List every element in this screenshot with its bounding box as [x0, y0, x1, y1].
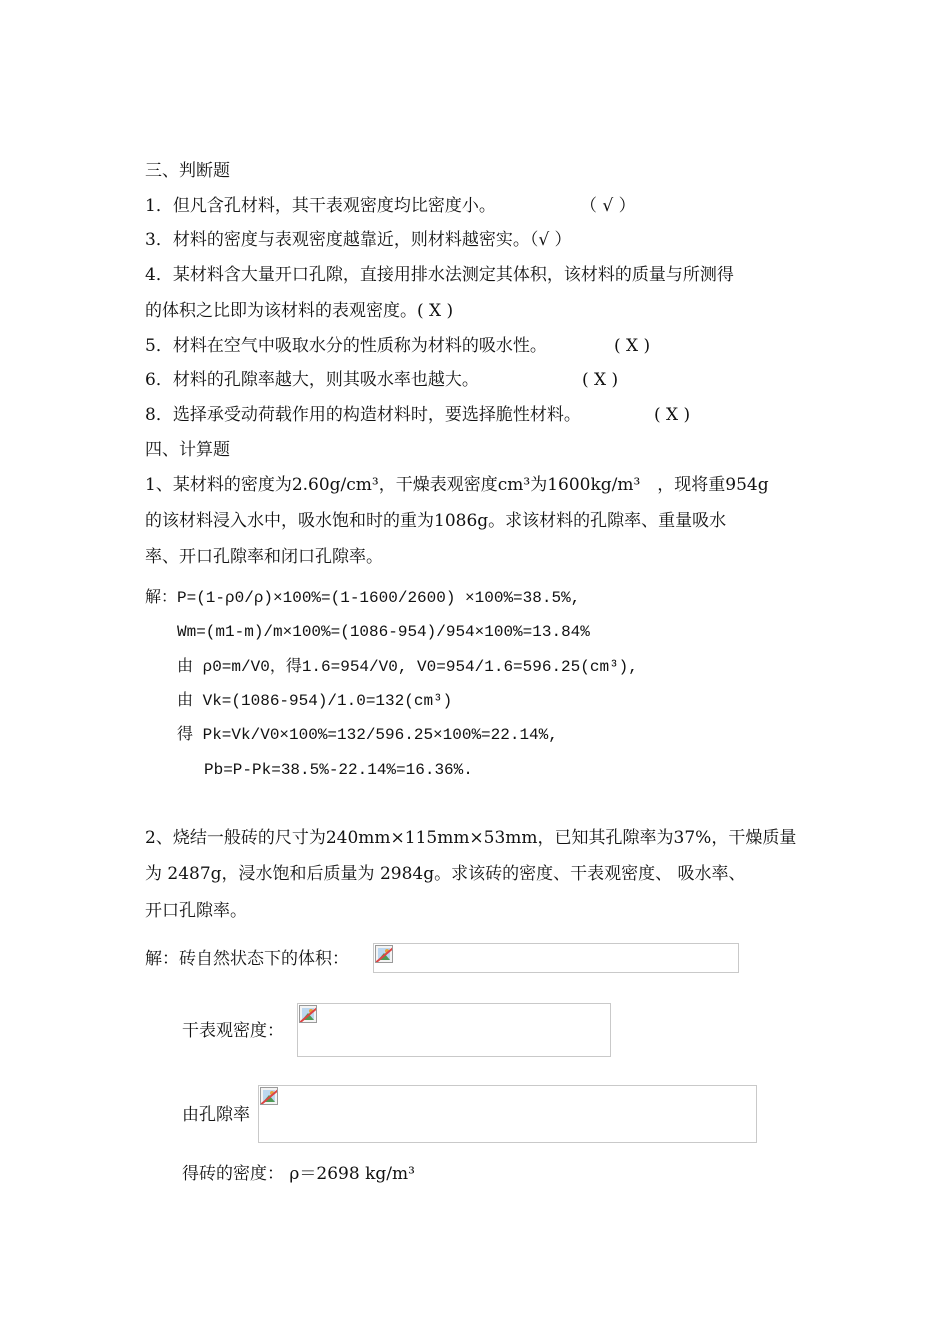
- q2-dry-density-label: 干表观密度：: [182, 1021, 284, 1041]
- q2-porosity-label: 由孔隙率: [182, 1105, 250, 1125]
- porosity-formula-image: [258, 1085, 757, 1143]
- q1-solution-6: Pb=P-Pk=38.5%-22.14%=16.36%.: [204, 761, 473, 779]
- judgement-item-5: 5．材料在空气中吸取水分的性质称为材料的吸水性。: [145, 336, 547, 356]
- judgement-item-1: 1．但凡含孔材料，其干表观密度均比密度小。: [145, 196, 496, 216]
- q1-line-2: 的该材料浸入水中，吸水饱和时的重为1086g。求该材料的孔隙率、重量吸水: [145, 511, 727, 531]
- q1-line-1: 1、某材料的密度为2.60g/cm³，干燥表观密度cm³为1600kg/m³ ，现将重954g: [145, 475, 769, 495]
- q1-solution-4: 由 Vk=(1086-954)/1.0=132(cm³): [177, 692, 453, 710]
- q1-solution-5: 得 Pk=Vk/V0×100%=132/596.25×100%=22.14%,: [177, 726, 558, 744]
- q2-volume-label: 解：砖自然状态下的体积：: [145, 949, 349, 969]
- dry-density-formula-image: [297, 1003, 611, 1057]
- broken-image-icon: [299, 1005, 317, 1023]
- q2-line-1: 2、烧结一般砖的尺寸为240mm×115mm×53mm，已知其孔隙率为37%，干燥质量: [145, 828, 797, 848]
- judgement-item-1-answer: （ √ ）: [580, 196, 636, 216]
- q2-density-result: 得砖的密度： ρ＝2698 kg/m³: [182, 1164, 415, 1184]
- q1-solution-1: 解：P=(1-ρ0/ρ)×100%=(1-1600/2600) ×100%=38.5%,: [145, 589, 581, 607]
- q2-line-3: 开口孔隙率。: [145, 901, 247, 921]
- judgement-item-4-line2: 的体积之比即为该材料的表观密度。( X ): [145, 301, 454, 321]
- q1-solution-2: Wm=(m1-m)/m×100%=(1086-954)/954×100%=13.84%: [177, 623, 590, 641]
- section4-heading: 四、计算题: [145, 440, 230, 460]
- judgement-item-8-answer: ( X ): [654, 405, 691, 425]
- judgement-item-3: 3．材料的密度与表观密度越靠近，则材料越密实。（√ ）: [145, 230, 572, 250]
- q1-line-3: 率、开口孔隙率和闭口孔隙率。: [145, 547, 383, 567]
- broken-image-icon: [375, 945, 393, 963]
- judgement-item-4-line1: 4．某材料含大量开口孔隙，直接用排水法测定其体积，该材料的质量与所测得: [145, 265, 734, 285]
- judgement-item-8: 8．选择承受动荷载作用的构造材料时，要选择脆性材料。: [145, 405, 581, 425]
- judgement-item-6-answer: ( X ): [582, 370, 619, 390]
- broken-image-icon: [260, 1087, 278, 1105]
- volume-formula-image: [373, 943, 739, 973]
- q2-line-2: 为 2487g，浸水饱和后质量为 2984g。求该砖的密度、干表观密度、 吸水率、: [145, 864, 746, 884]
- judgement-item-6: 6．材料的孔隙率越大，则其吸水率也越大。: [145, 370, 479, 390]
- section3-heading: 三、判断题: [145, 161, 230, 181]
- judgement-item-5-answer: ( X ): [614, 336, 651, 356]
- q1-solution-3: 由 ρ0=m/V0，得1.6=954/V0, V0=954/1.6=596.25(cm³),: [177, 658, 638, 676]
